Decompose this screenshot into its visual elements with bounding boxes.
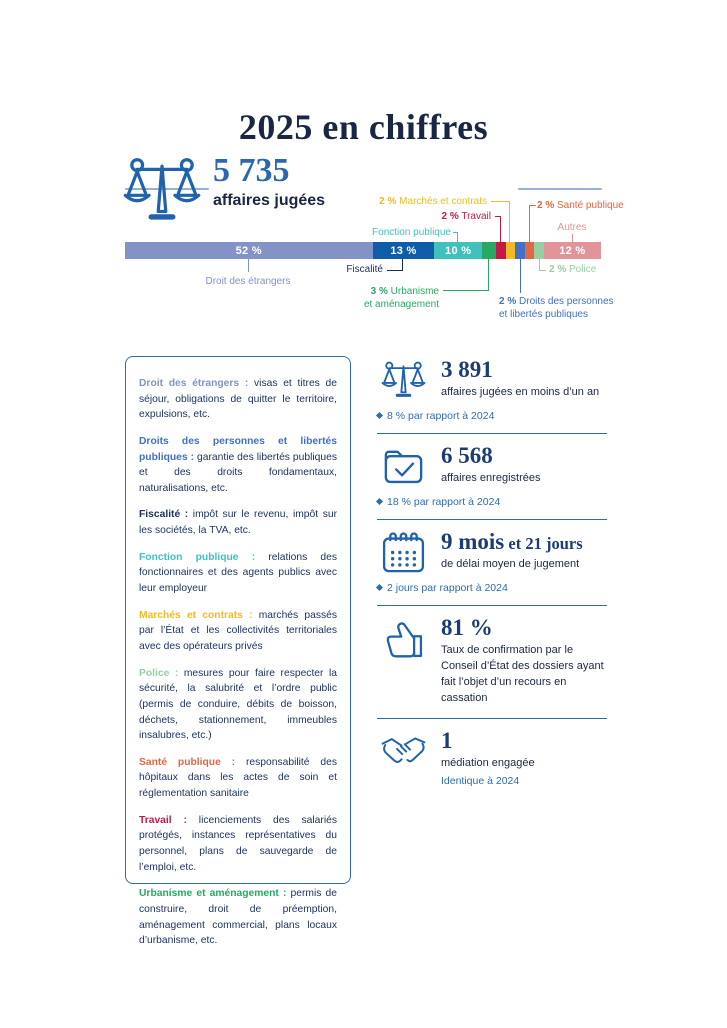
stat-body <box>441 444 540 487</box>
definition-term: Santé publique : <box>139 756 246 768</box>
definition-fiscalite: Fiscalité : impôt sur le revenu, impôt sur les sociétés, la TVA, etc. <box>139 509 337 537</box>
bar-segment-sante-publique <box>525 242 535 259</box>
hero-label: affaires jugées <box>213 191 326 209</box>
delta-diamond-icon <box>376 498 383 505</box>
callout-connector-droits-des-personnes-et-libertes-publiques <box>520 259 521 293</box>
hero-value: 5 735 <box>213 152 290 189</box>
handshake-icon <box>377 729 429 774</box>
stat-body <box>441 616 607 707</box>
callout-connector-fonction-publique <box>453 232 458 242</box>
definition-sante-publique: Santé publique : responsabilité des hôpitaux dans les actes de soin et réglementation sanitaire <box>139 756 337 800</box>
stat-label: médiation engagée <box>441 757 535 770</box>
definition-term: Fonction publique : <box>139 551 269 563</box>
page-title: 2025 en chiffres <box>238 107 489 148</box>
callout-droits-des-personnes-et-libertes-publiques: 2 % Droits des personnes et libertés publiques <box>499 296 614 320</box>
calendar-icon <box>377 530 429 575</box>
bar-segment-autres: 12 % <box>544 242 601 259</box>
bar-segment-police <box>534 242 544 259</box>
stat-row <box>377 530 607 575</box>
stat-delta-note: 18 % par rapport à 2024 <box>377 496 607 508</box>
definition-term: Marchés et contrats : <box>139 609 259 621</box>
scales-icon <box>377 358 429 403</box>
stat-delta-note: 8 % par rapport à 2024 <box>377 410 607 422</box>
stat-label: de délai moyen de jugement <box>441 558 580 571</box>
stat-value: 1 <box>441 727 453 753</box>
delta-diamond-icon <box>376 584 383 591</box>
definition-term: Travail : <box>139 814 199 826</box>
stat-label: affaires enregistrées <box>441 472 541 485</box>
bar-segment-droits-des-personnes-et-libertes-publiques <box>515 242 525 259</box>
bar-segment-fiscalite: 13 % <box>373 242 435 259</box>
stat-affaires-enregistrees <box>377 434 607 519</box>
stat-value: 81 % <box>441 615 493 640</box>
definition-droit-des-etrangers: Droit des étrangers : visas et titres de séjour, obligations de quitter le territoire, expulsions, etc. <box>139 378 337 421</box>
bar-segment-marches-et-contrats <box>506 242 516 259</box>
definition-marches-et-contrats: Marchés et contrats : marchés passés par l’État et les collectivités territoriales avec des opérateurs privés <box>139 609 337 652</box>
callout-connector-autres <box>572 234 573 242</box>
definition-police: Police : mesures pour faire respecter la sécurité, la salubrité et l’ordre public (permis de conduire, débits de boisson, déchets, stationnement, immeubles insalubres, etc.) <box>139 667 337 742</box>
callout-connector-marches-et-contrats <box>491 201 510 242</box>
callout-urbanisme-et-amenagement: 3 % Urbanisme et aménagement <box>363 286 439 310</box>
delta-diamond-icon <box>376 412 383 419</box>
definition-term: Police : <box>139 667 184 679</box>
folder-check-icon <box>377 444 429 489</box>
stat-row <box>377 444 607 489</box>
stat-mediation-engagee <box>377 719 607 798</box>
thumbs-up-icon <box>377 616 429 661</box>
stat-delta-note: 2 jours par rapport à 2024 <box>377 582 607 594</box>
bar-segment-droit-des-etrangers: 52 % <box>125 242 373 259</box>
callout-connector-police <box>539 259 546 271</box>
stat-body <box>441 729 535 787</box>
definition-droits-des-personnes-et-libertes-publiques: Droits des personnes et libertés publiques : garantie des libertés publiques et des droits fondamentaux, naturalisations, etc. <box>139 435 337 494</box>
cases-distribution-chart <box>125 190 624 335</box>
definition-fonction-publique: Fonction publique : relations des fonctionnaires et des agents publics avec leur employeur <box>139 551 338 595</box>
callout-marches-et-contrats: 2 % Marchés et contrats <box>379 196 487 207</box>
stat-body <box>441 530 583 573</box>
bar-segment-fonction-publique: 10 % <box>434 242 482 259</box>
definition-term: Fiscalité : <box>139 509 193 521</box>
stat-value: 6 568 <box>441 443 493 468</box>
bar-segment-urbanisme-et-amenagement <box>482 242 496 259</box>
definition-term: Droit des étrangers : <box>139 378 255 389</box>
callout-police: 2 % Police <box>549 264 597 275</box>
definition-term: Urbanisme et aménagement : <box>139 888 291 900</box>
stat-value: 9 mois et 21 jours <box>441 529 583 554</box>
stat-label: Taux de confirmation par le Conseil d’État des dossiers ayant fait l’objet d’un recours en cassation <box>441 644 604 704</box>
callout-connector-droit-des-etrangers <box>248 259 249 272</box>
stat-row <box>377 616 607 707</box>
definition-travail: Travail : licenciements des salariés protégés, instances représentatives du personnel, plans de sauvegarde de l’emploi, etc. <box>139 814 337 873</box>
stat-taux-de-confirmation <box>377 606 607 718</box>
definition-urbanisme-et-amenagement: Urbanisme et aménagement : permis de construire, droit de préemption, aménagement commercial, plans locaux d’urbanisme, etc. <box>139 888 337 947</box>
stat-de-delai-moyen <box>377 520 607 605</box>
stat-row <box>377 729 607 787</box>
callout-droit-des-etrangers: Droit des étrangers <box>205 276 291 287</box>
stacked-bar <box>125 242 601 259</box>
definition-term: Droits des personnes et libertés publiques : <box>139 435 337 463</box>
stat-comparison: Identique à 2024 <box>441 774 520 787</box>
callout-connector-urbanisme-et-amenagement <box>443 259 489 291</box>
key-stats-column <box>377 348 607 798</box>
callout-fonction-publique: Fonction publique <box>372 227 451 238</box>
callout-connector-fiscalite <box>387 259 403 271</box>
stat-row <box>377 358 607 403</box>
stat-affaires-jugees-en <box>377 348 607 433</box>
stat-value: 3 891 <box>441 357 493 382</box>
title-row <box>0 82 727 172</box>
stat-value-suffix: et 21 jours <box>504 534 583 553</box>
callout-travail: 2 % Travail <box>441 211 491 222</box>
bar-segment-travail <box>496 242 506 259</box>
callout-autres: Autres <box>557 222 587 233</box>
stat-body <box>441 358 599 401</box>
callout-sante-publique: 2 % Santé publique <box>537 200 624 211</box>
category-definitions-box <box>125 356 351 947</box>
stat-label: affaires jugées en moins d’un an <box>441 386 600 399</box>
callout-fiscalite: Fiscalité <box>346 264 383 275</box>
